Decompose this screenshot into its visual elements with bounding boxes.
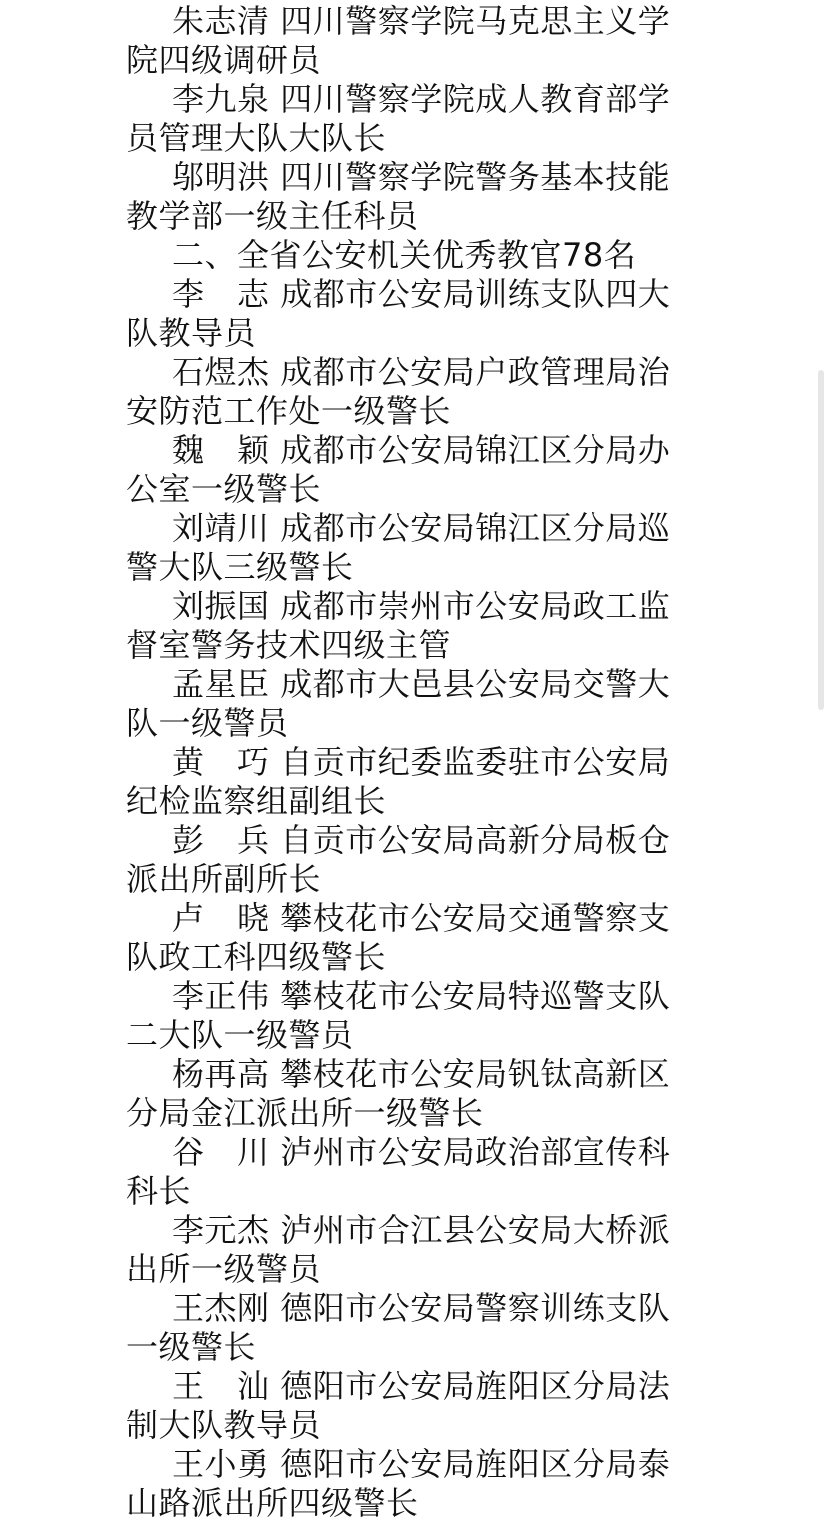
person-name: 黄 巧 — [172, 743, 270, 781]
list-item — [126, 1055, 690, 1133]
person-unit: 四川警察学院马克思主义学院四级调研员 — [126, 2, 671, 79]
person-unit: 成都市公安局锦江区分局巡警大队三级警长 — [126, 509, 671, 586]
person-unit: 成都市大邑县公安局交警大队一级警员 — [126, 665, 671, 742]
list-item — [126, 743, 690, 821]
list-item — [126, 509, 690, 587]
list-item — [126, 1133, 690, 1211]
person-unit: 自贡市纪委监委驻市公安局纪检监察组副组长 — [126, 743, 671, 820]
list-item — [126, 899, 690, 977]
list-item — [126, 1367, 690, 1445]
person-unit: 自贡市公安局高新分局板仓派出所副所长 — [126, 821, 671, 898]
list-item — [126, 1289, 690, 1367]
list-item — [126, 431, 690, 509]
list-item — [126, 977, 690, 1055]
list-item — [126, 353, 690, 431]
list-item — [126, 1445, 690, 1523]
list-item — [126, 665, 690, 743]
list-item — [126, 158, 690, 236]
person-name: 石煜杰 — [172, 353, 270, 391]
list-item — [126, 821, 690, 899]
person-unit: 成都市公安局锦江区分局办公室一级警长 — [126, 431, 671, 508]
person-name: 邬明洪 — [172, 158, 270, 196]
person-name: 李九泉 — [172, 80, 270, 118]
list-item — [126, 2, 690, 80]
person-name: 孟星臣 — [172, 665, 270, 703]
person-unit: 成都市公安局训练支队四大队教导员 — [126, 275, 671, 352]
person-name: 朱志清 — [172, 2, 270, 40]
person-name: 李 志 — [172, 275, 270, 313]
person-unit: 德阳市公安局警察训练支队一级警长 — [126, 1289, 671, 1366]
person-unit: 德阳市公安局旌阳区分局泰山路派出所四级警长 — [126, 1445, 671, 1522]
list-item — [126, 1211, 690, 1289]
person-name: 彭 兵 — [172, 821, 270, 859]
person-unit: 泸州市合江县公安局大桥派出所一级警员 — [126, 1211, 671, 1288]
person-name: 刘振国 — [172, 587, 270, 625]
person-name: 刘靖川 — [172, 509, 270, 547]
person-name: 卢 晓 — [172, 899, 270, 937]
person-name: 杨再高 — [172, 1055, 270, 1093]
person-name: 谷 川 — [172, 1133, 270, 1171]
person-name: 王杰刚 — [172, 1289, 270, 1327]
list-item — [126, 587, 690, 665]
person-unit: 攀枝花市公安局钒钛高新区分局金江派出所一级警长 — [126, 1055, 671, 1132]
person-unit: 德阳市公安局旌阳区分局法制大队教导员 — [126, 1367, 671, 1444]
person-unit: 攀枝花市公安局交通警察支队政工科四级警长 — [126, 899, 671, 976]
person-name: 魏 颖 — [172, 431, 270, 469]
person-name: 李元杰 — [172, 1211, 270, 1249]
person-name: 李正伟 — [172, 977, 270, 1015]
person-name: 王小勇 — [172, 1445, 270, 1483]
person-unit: 四川警察学院警务基本技能教学部一级主任科员 — [126, 158, 671, 235]
scrollbar[interactable] — [818, 370, 824, 710]
section-heading: 二、全省公安机关优秀教官78名 — [172, 236, 637, 274]
list-item — [126, 80, 690, 158]
list-item — [126, 275, 690, 353]
person-name: 王 汕 — [172, 1367, 270, 1405]
person-unit: 攀枝花市公安局特巡警支队二大队一级警员 — [126, 977, 671, 1054]
document-body — [126, 2, 690, 1523]
person-unit: 四川警察学院成人教育部学员管理大队大队长 — [126, 80, 671, 157]
person-unit: 成都市公安局户政管理局治安防范工作处一级警长 — [126, 353, 671, 430]
person-unit: 泸州市公安局政治部宣传科科长 — [126, 1133, 671, 1210]
person-unit: 成都市崇州市公安局政工监督室警务技术四级主管 — [126, 587, 671, 664]
